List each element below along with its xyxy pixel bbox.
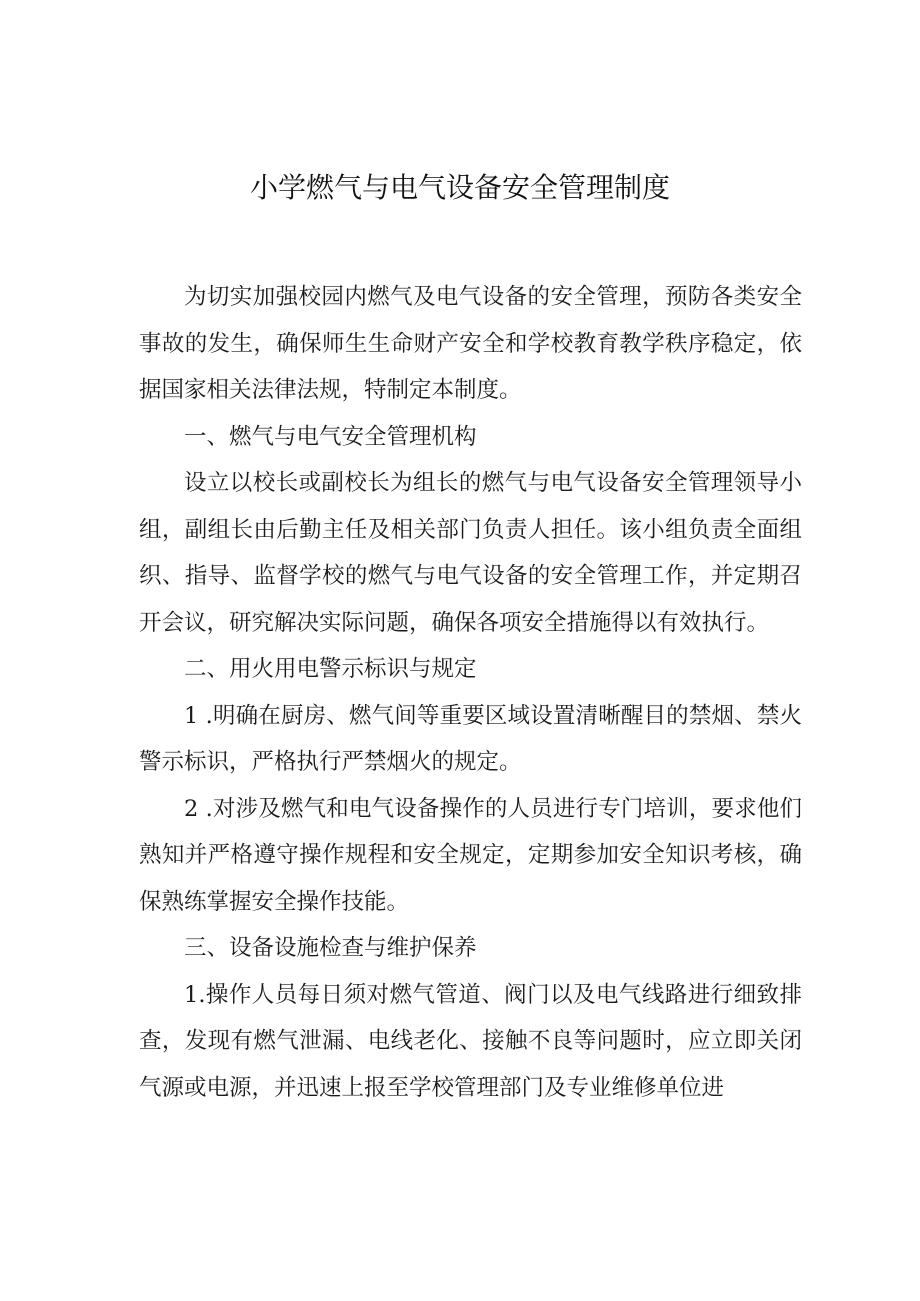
section-heading-1: 一、燃气与电气安全管理机构 bbox=[184, 423, 477, 450]
section-2-item-1: 1 .明确在厨房、燃气间等重要区域设置清晰醒目的禁烟、禁火警示标识，严格执行严禁烟火的规定。 bbox=[139, 702, 802, 775]
section-heading-2: 二、用火用电警示标识与规定 bbox=[184, 656, 477, 682]
document-title: 小学燃气与电气设备安全管理制度 bbox=[249, 171, 670, 204]
section-heading-3: 三、设备设施检查与维护保养 bbox=[184, 935, 477, 961]
document-body bbox=[139, 274, 802, 1111]
intro-paragraph: 为切实加强校园内燃气及电气设备的安全管理，预防各类安全事故的发生，确保师生生命财产安全和学校教育教学秩序稳定，依据国家相关法律法规，特制定本制度。 bbox=[139, 284, 802, 403]
section-1-paragraph: 设立以校长或副校长为组长的燃气与电气设备安全管理领导小组，副组长由后勤主任及相关部门负责人担任。该小组负责全面组织、指导、监督学校的燃气与电气设备的安全管理工作，并定期召开会议，研究解决实际问题，确保各项安全措施得以有效执行。 bbox=[139, 470, 802, 636]
section-3-item-1: 1.操作人员每日须对燃气管道、阀门以及电气线路进行细致排查，发现有燃气泄漏、电线老化、接触不良等问题时，应立即关闭气源或电源，并迅速上报至学校管理部门及专业维修单位进 bbox=[139, 981, 802, 1101]
section-2-item-2: 2 .对涉及燃气和电气设备操作的人员进行专门培训，要求他们熟知并严格遵守操作规程和安全规定，定期参加安全知识考核，确保熟练掌握安全操作技能。 bbox=[139, 795, 802, 915]
